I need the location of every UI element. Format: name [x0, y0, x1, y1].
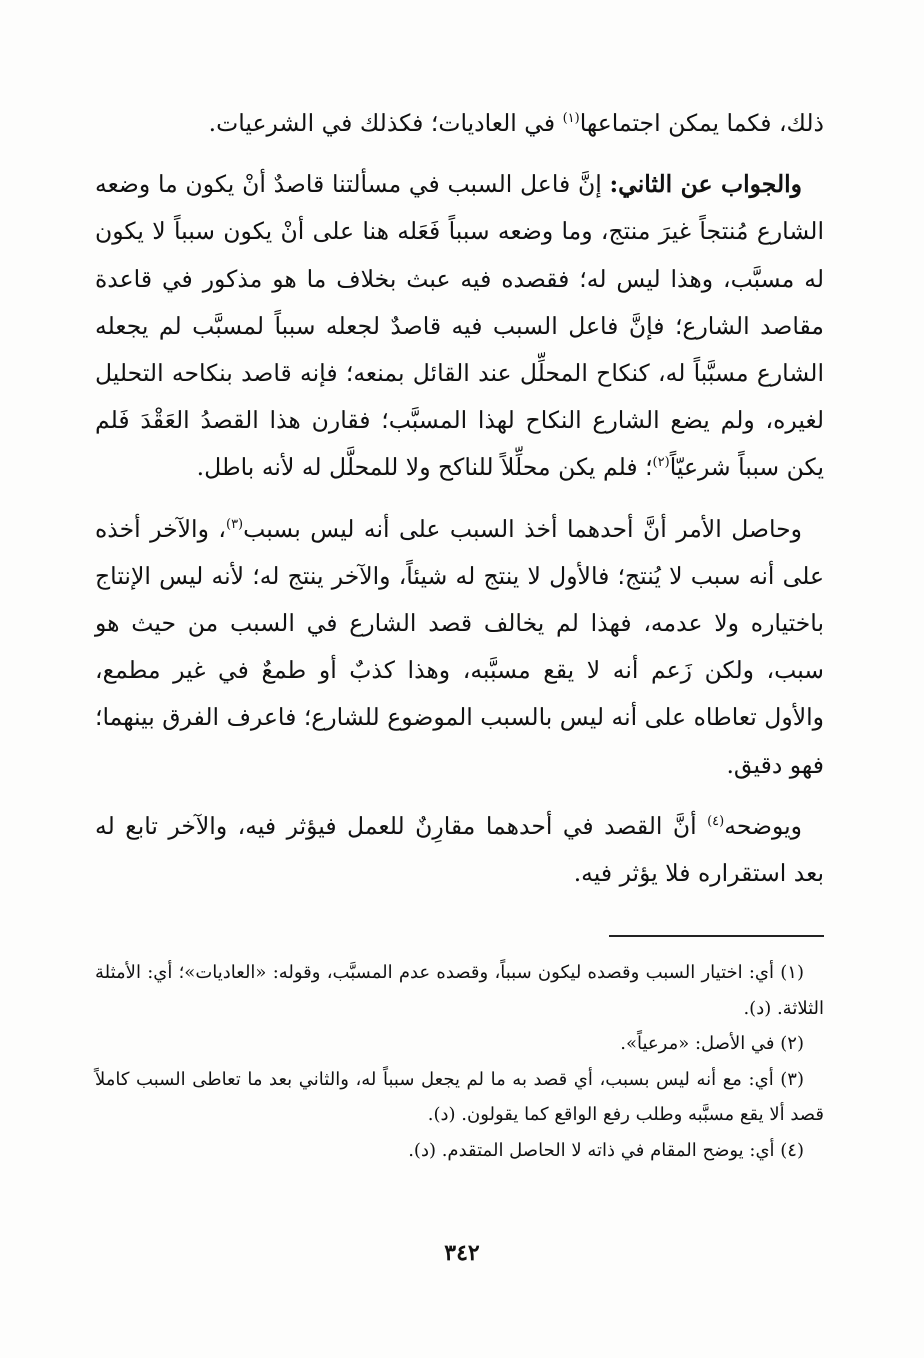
- footnote-ref-1: (١): [562, 111, 580, 127]
- paragraph-1-text: ذلك، فكما يمكن اجتماعها: [579, 109, 824, 137]
- paragraph-1-rest: في العاديات؛ فكذلك في الشرعيات.: [208, 109, 563, 137]
- footnote-3: (٣) أي: مع أنه ليس بسبب، أي قصد به ما لم يجعل سبباً له، والثاني بعد ما تعاطى السبب كاملاً قصد ألا يقع مسبَّبه وطلب رفع الواقع كما يقولون. (د).: [95, 1068, 824, 1125]
- footnote-ref-4: (٤): [707, 814, 725, 830]
- footnote-4: (٤) أي: يوضح المقام في ذاته لا الحاصل المتقدم. (د).: [408, 1139, 804, 1161]
- paragraph-2-lead: والجواب عن الثاني:: [609, 170, 802, 199]
- paragraph-3: [95, 506, 824, 789]
- footnote-ref-2: (٢): [652, 455, 670, 471]
- paragraph-2-text: إنَّ فاعل السبب في مسألتنا قاصدٌ أنْ يكون ما وضعه الشارع مُنتجاً غيرَ منتج، وما وضعه سبباً فَعَله هنا على أنْ يكون سبباً لا يكون له مسبَّب، وهذا ليس له؛ فقصده فيه عبث بخلاف ما هو مذكور في قاعدة مقاصد الشارع؛ فإنَّ فاعل السبب فيه قاصدٌ لجعله سبباً لمسبَّب لم يجعله الشارع مسبَّباً له، كنكاح المحلِّل عند القائل بمنعه؛ فإنه قاصد بنكاحه التحليل لغيره، ولم يضع الشارع النكاح لهذا المسبَّب؛ فقارن هذا القصدُ العَقْدَ فَلم يكن سبباً شرعيّاً: [95, 170, 824, 482]
- paragraph-4-text: ويوضحه: [724, 811, 802, 840]
- paragraph-4-rest: أنَّ القصد في أحدهما مقارِنٌ للعمل فيؤثر فيه، والآخر تابع له بعد استقراره فلا يؤثر فيه.: [95, 811, 824, 888]
- page-number: ٣٤٢: [444, 1240, 480, 1266]
- footnote-separator: [609, 935, 824, 937]
- main-text: [95, 100, 824, 897]
- paragraph-3-rest: ، والآخر أخذه على أنه سبب لا يُنتج؛ فالأول لا ينتج له شيئاً، والآخر ينتج له؛ لأنه ليس الإنتاج باختياره ولا عدمه، فهذا لم يخالف قصد الشارع في السبب من حيث هو سبب، ولكن زَعم أنه لا يقع مسبَّبه، وهذا كذبٌ أو طمعٌ في غير مطمع، والأول تعاطاه على أنه ليس بالسبب الموضوع للشارع؛ فاعرف الفرق بينهما؛ فهو دقيق.: [95, 514, 824, 779]
- footnote-ref-3: (٣): [225, 516, 244, 532]
- paragraph-3-text: وحاصل الأمر أنَّ أحدهما أخذ السبب على أنه ليس بسبب: [243, 514, 802, 543]
- paragraph-1: [95, 100, 824, 147]
- paragraph-2: [95, 161, 824, 491]
- footnote-2: (٢) في الأصل: «مرعياً».: [620, 1033, 804, 1054]
- paragraph-2-rest: ؛ فلم يكن محلِّلاً للناكح ولا للمحلَّل له لأنه باطل.: [196, 453, 653, 482]
- footnote-1: (١) أي: اختيار السبب وقصده ليكون سبباً، وقصده عدم المسبَّب، وقوله: «العاديات»؛ أي: الأمثلة الثلاثة. (د).: [95, 962, 824, 1019]
- paragraph-4: [95, 803, 824, 897]
- footnotes: [95, 955, 824, 1168]
